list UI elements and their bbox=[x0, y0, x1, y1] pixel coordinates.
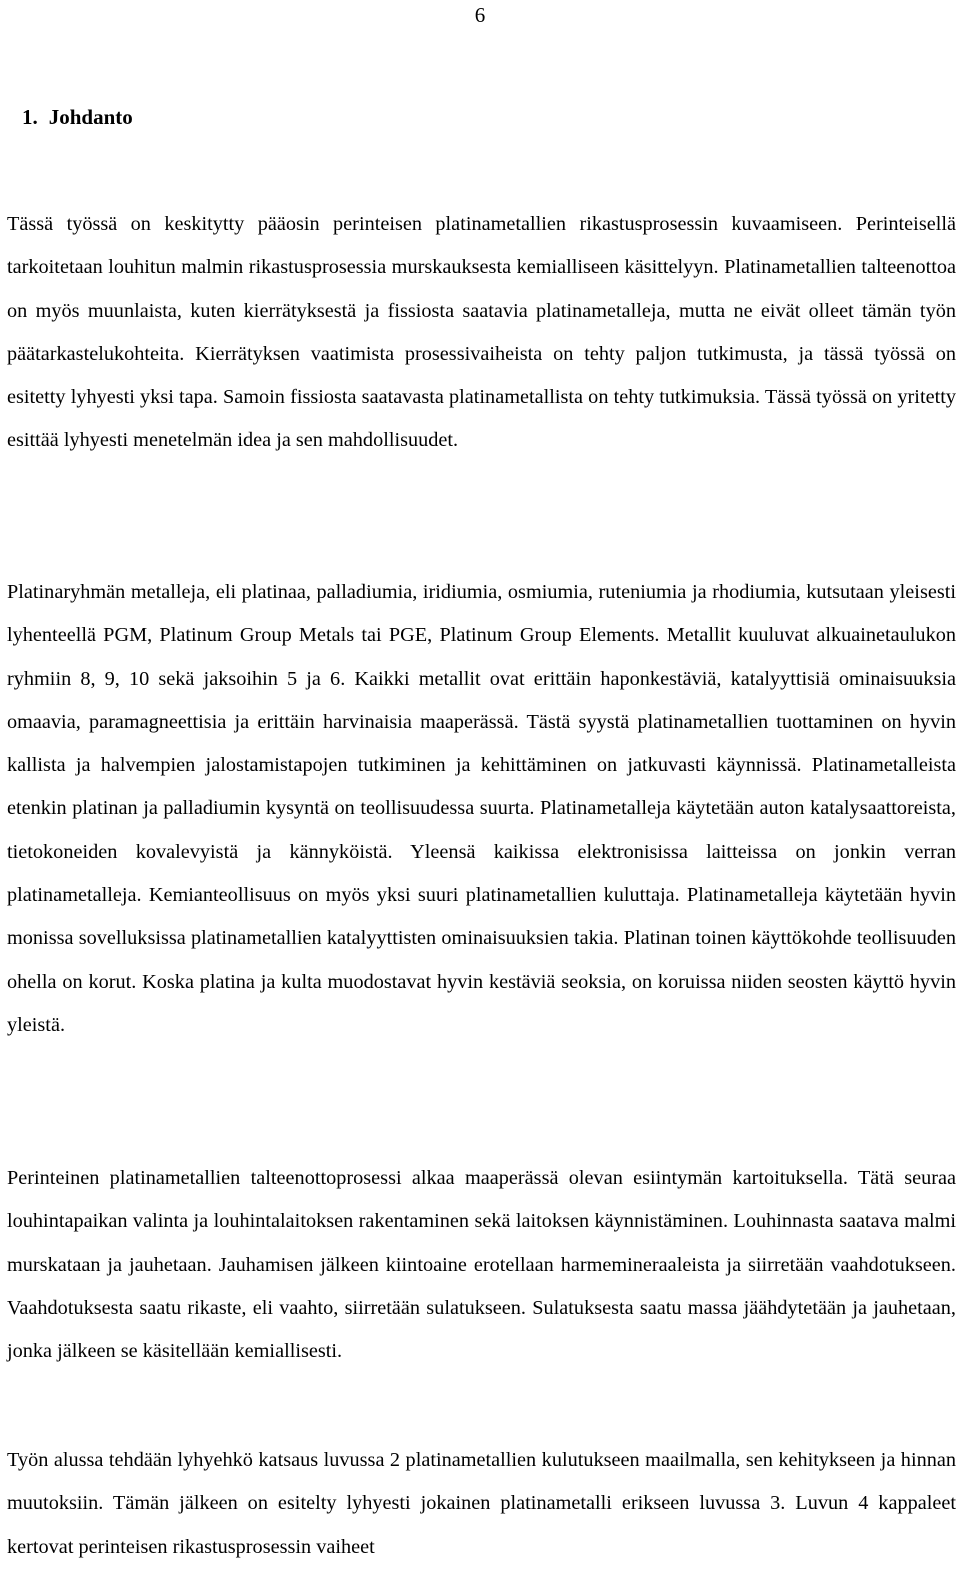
paragraph-pgm-properties: Platinaryhmän metalleja, eli platinaa, palladiumia, iridiumia, osmiumia, ruteniumia ja rhodiumia, kutsutaan yleisesti lyhenteellä PGM, Platinum Group Metals tai PGE, Platinum Group Elements. Metallit kuuluvat alkuainetaulukon ryhmiin 8, 9, 10 sekä jaksoihin 5 ja 6. Kaikki metallit ovat erittäin haponkestäviä, katalyyttisiä ominaisuuksia omaavia, paramagneettisia ja erittäin harvinaisia maaperässä. Tästä syystä platinametallien tuottaminen on hyvin kallista ja halvempien jalostamistapojen tutkiminen ja kehittäminen on jatkuvasti käynnissä. Platinametalleista etenkin platinan ja palladiumin kysyntä on teollisuudessa suurta. Platinametalleja käytetään auton katalysaattoreista, tietokoneiden kovalevyistä ja kännyköistä. Yleensä kaikissa elektronisissa laitteissa on jonkin verran platinametalleja. Kemianteollisuus on myös yksi suuri platinametallien kuluttaja. Platinametalleja käytetään hyvin monissa sovelluksissa platinametallien katalyyttisten ominaisuuksien takia. Platinan toinen käyttökohde teollisuuden ohella on korut. Koska platina ja kulta muodostavat hyvin kestäviä seoksia, on koruissa niiden seosten käyttö hyvin yleistä. bbox=[7, 581, 956, 1036]
paragraph-intro: Tässä työssä on keskitytty pääosin perinteisen platinametallien rikastusprosessin kuvaamiseen. Perinteisellä tarkoitetaan louhitun malmin rikastusprosessia murskauksesta kemialliseen käsittelyyn. Platinametallien talteenottoa on myös muunlaista, kuten kierrätyksestä ja fissiosta saatavia platinametalleja, mutta ne eivät olleet tämän työn päätarkastelukohteita. Kierrätyksen vaatimista prosessivaiheista on tehty paljon tutkimusta, ja tässä työssä on esitetty lyhyesti yksi tapa. Samoin fissiosta saatavasta platinametallista on tehty tutkimuksia. Tässä työssä on yritetty esittää lyhyesti menetelmän idea ja sen mahdollisuudet. bbox=[7, 213, 956, 452]
paragraph-work-outline: Työn alussa tehdään lyhyehkö katsaus luvussa 2 platinametallien kulutukseen maailmalla, sen kehitykseen ja hinnan muutoksiin. Tämän jälkeen on esitelty lyhyesti jokainen platinametalli erikseen luvussa 3. Luvun 4 kappaleet kertovat perinteisen rikastusprosessin vaiheet bbox=[7, 1449, 956, 1558]
paragraph-recovery-process: Perinteinen platinametallien talteenottoprosessi alkaa maaperässä olevan esiintymän kartoituksella. Tätä seuraa louhintapaikan valinta ja louhintalaitoksen rakentaminen sekä laitoksen käynnistäminen. Louhinnasta saatava malmi murskataan ja jauhetaan. Jauhamisen jälkeen kiintoaine erotellaan harmemineraaleista ja siirretään vaahdotukseen. Vaahdotuksesta saatu rikaste, eli vaahto, siirretään sulatukseen. Sulatuksesta saatu massa jäähdytetään ja jauhetaan, jonka jälkeen se käsitellään kemiallisesti. bbox=[7, 1167, 956, 1363]
section-heading bbox=[22, 103, 133, 131]
section-title: Johdanto bbox=[48, 105, 133, 129]
section-number: 1. bbox=[22, 105, 38, 129]
page-number: 6 bbox=[474, 3, 486, 27]
